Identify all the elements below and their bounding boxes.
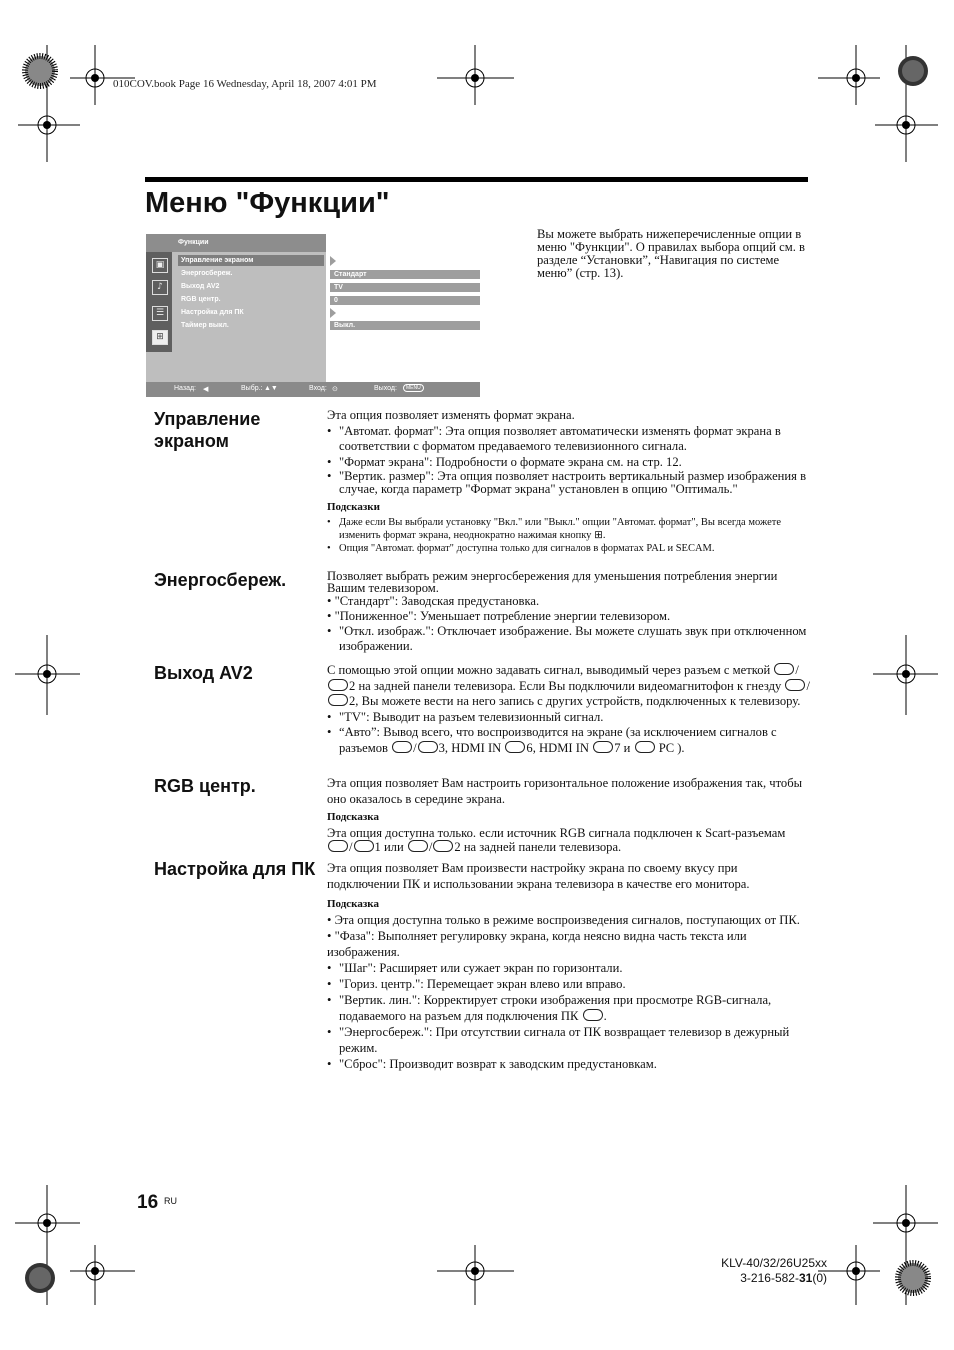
list-item: • "Откл. изображ.": Отключает изображение. Вы можете слушать звук при отключенном изображении. [327,624,810,654]
hint-item: • Даже если Вы выбрали установку "Вкл." или "Выкл." опции "Автомат. формат", Вы всегда можете изменить формат экрана, неоднократно нажимая кнопку ⊞. [327,516,810,542]
auto-text-c: 6, HDMI IN [526,740,590,755]
av2-text-b: 2 на задней панели телевизора. Если Вы подключили видеомагнитофон к гнезду [349,678,782,693]
wide-button-icon: ⊞ [594,529,603,541]
scart-out-icon [328,679,348,691]
list-item: • "Вертик. размер": Эта опция позволяет настроить вертикальный размер изображения в случае, когда параметр "Формат экрана" установлен в опцию "Оптималь." [327,470,810,496]
part-code [700,1271,827,1286]
list-item: • "Гориз. центр.": Перемещает экран влево или вправо. [327,976,810,992]
section-rgb [327,776,810,854]
list-item: • "Сброс": Производит возврат к заводским предустановкам. [327,1056,810,1072]
functions-menu [146,234,480,397]
part-code-a: 3-216-582- [740,1271,799,1285]
picture-icon[interactable]: ▣ [152,258,168,273]
hint-title: Подсказка [327,811,379,823]
pc-input-icon [583,1009,603,1021]
menu-item-power[interactable]: Энергосбереж. [181,270,233,277]
heading-screen: Управление экраном [154,409,261,451]
pc-input-icon [635,741,655,753]
hdmi-icon [505,741,525,753]
list-item: • "Шаг": Расширяет или сужает экран по горизонтали. [327,960,810,976]
list-item: • "Пониженное": Уменьшает потребление энергии телевизором. [327,609,671,623]
pc-text: Эта опция позволяет Вам произвести настройку экрана по своему вкусу при подключении ПК и использовании экрана телевизора в качестве его монитора. [327,861,750,891]
scart-icon [774,663,794,675]
scart-icon [328,840,348,852]
heading-av2: Выход AV2 [154,663,253,683]
hint-title: Подсказка [327,898,379,910]
list-item: • “Авто”: Вывод всего, что воспроизводится на экране (за исключением сигналов с разъемов / 3, HDMI IN 6, HDMI IN 7 и PC ). [327,725,810,756]
page-number: 16 [137,1192,159,1213]
av2-text-c: 2, Вы можете вести на него запись с других устройств, подключенных к телевизору. [349,694,801,708]
intro-text: Вы можете выбрать нижеперечисленные опции в меню "Функции". О правилах выбора опций см. в разделе “Установки”, “Навигация по системе меню” (стр. 13). [537,227,805,280]
auto-text-d: 7 и [614,740,631,755]
page-title: Меню "Функции" [145,187,390,219]
nav-select: Выбр.: [241,385,263,392]
menu-title-bar [146,234,326,252]
rgb-hint-a: Эта опция доступна только. если источник RGB сигнала подключен к Scart-разъемам [327,825,786,840]
nav-enter: Вход: [309,385,327,392]
section-screen [327,408,810,555]
submenu-arrow-icon [330,256,336,266]
hint-text: Даже если Вы выбрали установку "Вкл." или "Выкл." опции "Автомат. формат", Вы всегда можете изменить формат экрана, неоднократно нажимая кнопку [339,516,782,541]
scart-icon [408,840,428,852]
title-rule [145,177,808,182]
list-item: • "Автомат. формат": Эта опция позволяет автоматически изменять формат экрана в соответствии с форматом предаваемого телевизионного сигнала. [327,424,810,455]
list-item: • "Фаза": Выполняет регулировку экрана, когда неясно видна часть текста или изображения. [327,929,747,959]
screen-text: Эта опция позволяет изменять формат экрана. [327,408,575,422]
sound-icon[interactable]: ♪ [152,280,168,295]
enter-icon: ⊙ [332,386,338,393]
heading-pc: Настройка для ПК [154,859,316,879]
power-text: Позволяет выбрать режим энергосбережения для уменьшения потребления энергии Вашим телевизором. [327,569,778,595]
rgb-hint-b: 1 или [374,839,404,854]
section-pc [327,860,810,1072]
list-item: • "TV": Выводит на разъем телевизионный сигнал. [327,710,810,726]
heading-power: Энергосбереж. [154,570,287,590]
up-down-icon: ▲▼ [264,385,278,392]
menu-icon-column [146,252,172,352]
hdmi-icon [593,741,613,753]
list-item: • "Стандарт": Заводская предустановка. [327,594,540,608]
auto-text-e: PC ). [658,740,685,755]
part-code-b: 31 [798,1271,813,1285]
rgb-hint: Эта опция доступна только. если источник RGB сигнала подключен к Scart-разъемам / 1 или / 2 на задней панели телевизора. [327,825,786,854]
menu-item-screen[interactable]: Управление экраном [178,255,324,266]
auto-text-b: 3, HDMI IN [438,740,502,755]
hints-title: Подсказки [327,501,380,513]
list-item: • "Энергосбереж.": При отсутствии сигнала от ПК возвращает телевизор в дежурный режим. [327,1024,810,1056]
menu-item-av2[interactable]: Выход AV2 [181,283,220,290]
list-item-text: "Фаза": Выполняет регулировку экрана, когда неясно видна часть текста или изображения. [327,929,747,959]
list-item-text: "Вертик. лин.": Корректирует строки изображения при просмотре RGB-сигнала, подаваемого на разъем для подключения ПК [339,993,772,1023]
menu-title: Функции [178,239,209,246]
rgb-text: Эта опция позволяет Вам настроить горизонтальное положение изображения так, чтобы оно оказалось в середине экрана. [327,776,803,806]
submenu-arrow-icon [330,308,336,318]
menu-item-pc[interactable]: Настройка для ПК [181,309,244,316]
menu-key-icon: MENU [403,384,424,392]
section-power [327,570,810,654]
menu-item-rgb[interactable]: RGB центр. [181,296,221,303]
menu-nav-bar [146,382,480,397]
list-item-text: Эта опция доступна только в режиме воспроизведения сигналов, поступающих от ПК. [334,913,800,927]
list-item: • "Вертик. лин.": Корректирует строки изображения при просмотре RGB-сигнала, подаваемого на разъем для подключения ПК . [327,992,810,1024]
print-header: 010COV.book Page 16 Wednesday, April 18, 2007 4:01 PM [113,78,377,90]
input-icon [392,741,412,753]
scart-icon [785,679,805,691]
list-item-text: "Пониженное": Уменьшает потребление энергии телевизором. [334,609,671,623]
model-info [700,1256,827,1286]
features-icon[interactable]: ⊞ [152,330,168,345]
section-av2 [327,663,810,756]
menu-value-power: Стандарт [330,270,480,279]
list-item-text: "Стандарт": Заводская предустановка. [334,594,540,608]
av2-text: С помощью этой опции можно задавать сигнал, выводимый через разъем с меткой /2 на задней панели телевизора. Если Вы подключили видеомагнитофон к гнезду /2, Вы можете вести на него запись с других устройств, подключенных к телевизору. [327,663,810,708]
scart-out-icon [354,840,374,852]
nav-back: Назад: [174,385,197,392]
nav-exit: Выход: [374,385,397,392]
auto-text-a: “Авто”: Вывод всего, что воспроизводится на экране (за исключением сигналов с разъемов [339,725,777,755]
hint-item: • Опция "Автомат. формат" доступна только для сигналов в форматах PAL и SECAM. [327,542,810,555]
part-code-c: (0) [812,1271,827,1285]
menu-item-timer[interactable]: Таймер выкл. [181,322,229,329]
channels-icon[interactable]: ☰ [152,306,168,321]
scart-out-icon [433,840,453,852]
menu-value-rgb: 0 [330,296,480,305]
menu-value-av2: TV [330,283,480,292]
model-number: KLV-40/32/26U25xx [721,1256,827,1270]
menu-value-timer: Выкл. [330,321,480,330]
av2-text-a: С помощью этой опции можно задавать сигнал, выводимый через разъем с меткой [327,663,771,677]
list-item: • Эта опция доступна только в режиме воспроизведения сигналов, поступающих от ПК. [327,913,800,927]
heading-rgb: RGB центр. [154,776,256,796]
list-item: • "Формат экрана": Подробности о формате экрана см. на стр. 12. [327,455,810,471]
scart-out-icon [328,694,348,706]
page-language: RU [164,1196,177,1206]
back-arrow-icon: ◀ [203,386,209,393]
rgb-hint-c: 2 на задней панели телевизора. [454,839,622,854]
input-icon [418,741,438,753]
